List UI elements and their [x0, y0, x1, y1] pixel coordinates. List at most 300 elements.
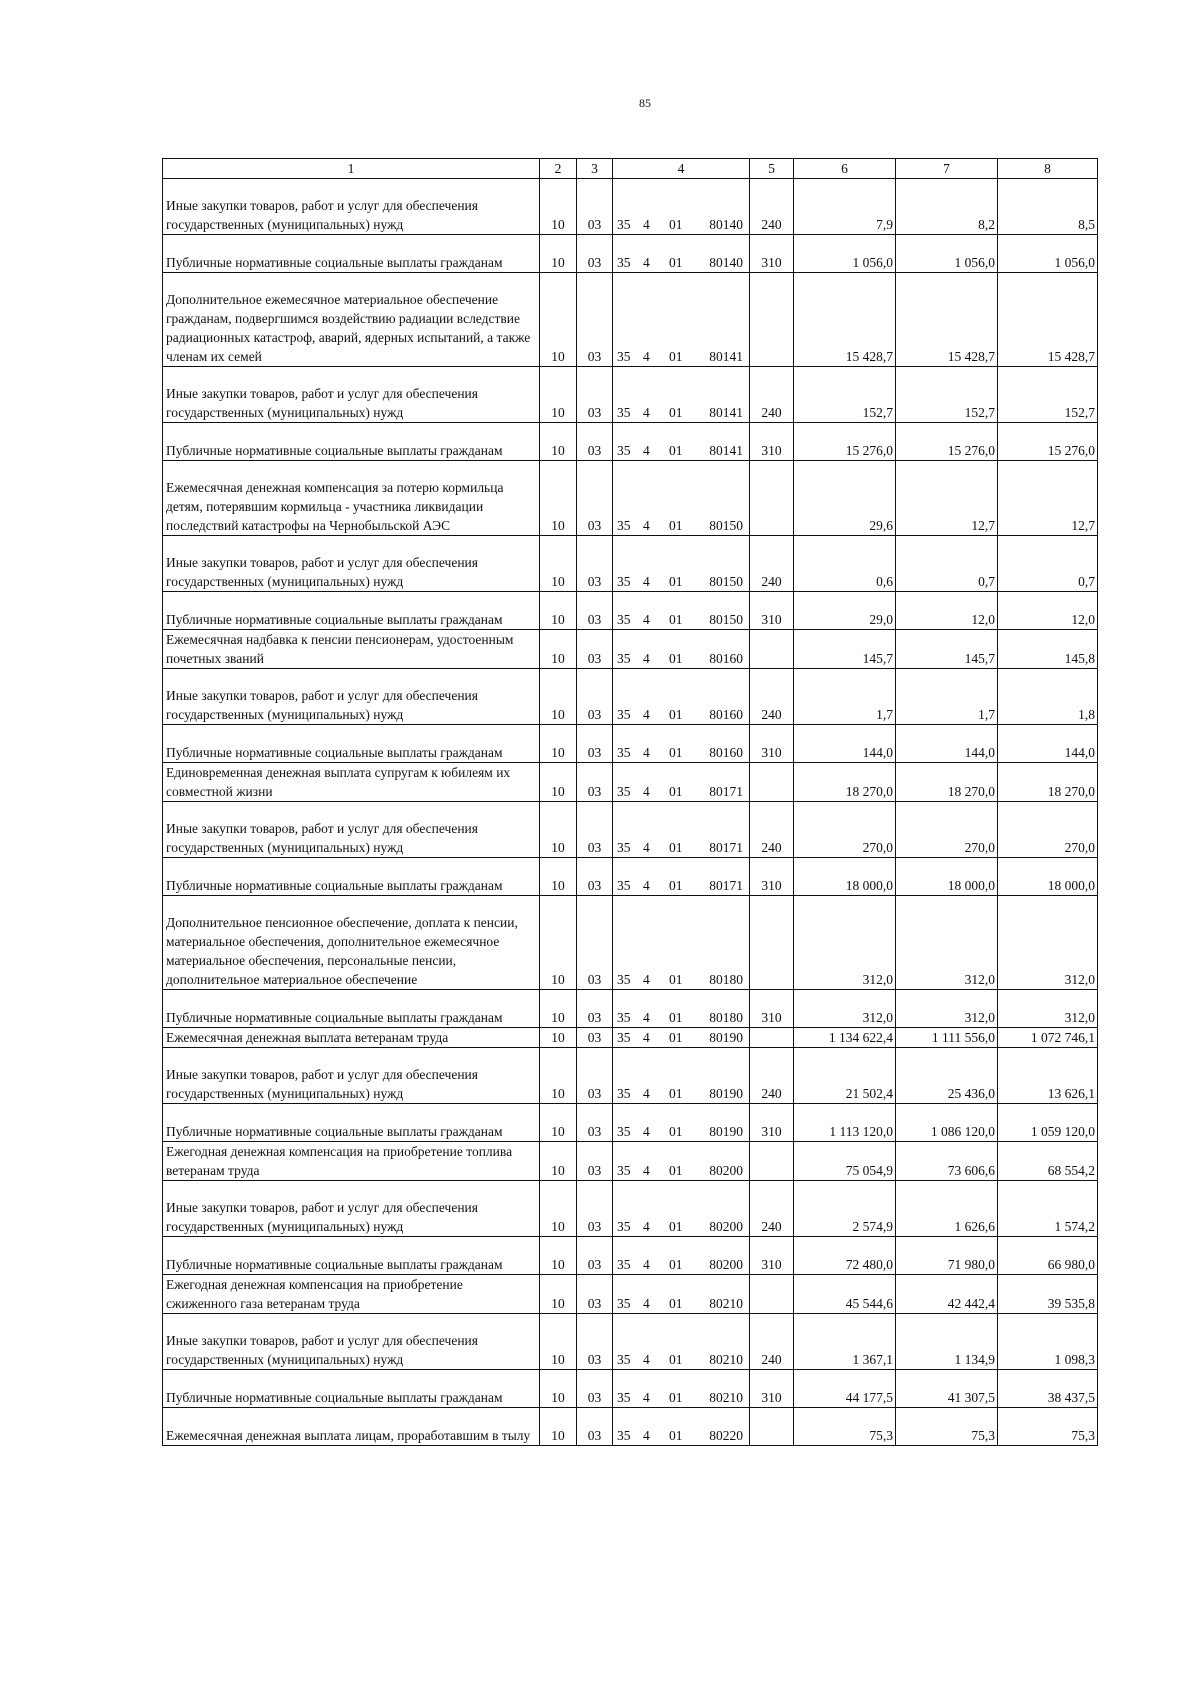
article-code-part: 01 [669, 1352, 683, 1367]
subsection-cell: 03 [577, 1028, 613, 1048]
amount-cell-col7: 1,7 [896, 669, 998, 725]
article-code-part: 35 [617, 518, 631, 533]
amount-cell-col7: 42 442,4 [896, 1275, 998, 1314]
header-cell: 7 [896, 159, 998, 179]
amount-cell-col6: 1 113 120,0 [794, 1104, 896, 1142]
amount-cell-col6: 29,0 [794, 592, 896, 630]
amount-cell-col7: 312,0 [896, 896, 998, 990]
table-row [163, 1104, 1098, 1142]
article-code-part: 01 [669, 651, 683, 666]
subsection-cell: 03 [577, 990, 613, 1028]
subsection-cell: 03 [577, 1104, 613, 1142]
amount-cell-col6: 75,3 [794, 1408, 896, 1446]
amount-cell-col6: 15 276,0 [794, 423, 896, 461]
table-row [163, 179, 1098, 235]
section-cell: 10 [540, 990, 577, 1028]
table-row [163, 630, 1098, 669]
article-code-part: 4 [643, 574, 650, 589]
article-code-part: 35 [617, 1219, 631, 1234]
target-article-cell [613, 1408, 750, 1446]
section-cell: 10 [540, 669, 577, 725]
amount-cell-col6: 72 480,0 [794, 1237, 896, 1275]
amount-cell-col8: 152,7 [998, 367, 1098, 423]
table-row [163, 235, 1098, 273]
amount-cell-col6: 15 428,7 [794, 273, 896, 367]
row-name-cell: Иные закупки товаров, работ и услуг для обеспечения государственных (муниципальных) нужд [163, 1314, 540, 1370]
article-code-part: 01 [669, 574, 683, 589]
article-code-part: 35 [617, 1010, 631, 1025]
row-name-cell: Публичные нормативные социальные выплаты гражданам [163, 592, 540, 630]
subsection-cell: 03 [577, 802, 613, 858]
section-cell: 10 [540, 725, 577, 763]
header-cell: 4 [613, 159, 750, 179]
row-name-cell: Ежемесячная денежная выплата лицам, проработавшим в тылу [163, 1408, 540, 1446]
article-code-part: 01 [669, 707, 683, 722]
amount-cell-col8: 13 626,1 [998, 1048, 1098, 1104]
amount-cell-col7: 18 000,0 [896, 858, 998, 896]
amount-cell-col8: 270,0 [998, 802, 1098, 858]
amount-cell-col7: 12,7 [896, 461, 998, 536]
subsection-cell: 03 [577, 273, 613, 367]
amount-cell-col8: 38 437,5 [998, 1370, 1098, 1408]
article-code-part: 80190 [709, 1030, 743, 1045]
table-row [163, 1028, 1098, 1048]
subsection-cell: 03 [577, 630, 613, 669]
amount-cell-col6: 75 054,9 [794, 1142, 896, 1181]
section-cell: 10 [540, 802, 577, 858]
subsection-cell: 03 [577, 1048, 613, 1104]
row-name-cell: Публичные нормативные социальные выплаты гражданам [163, 1104, 540, 1142]
expense-type-cell: 240 [750, 1048, 794, 1104]
target-article-cell [613, 1275, 750, 1314]
row-name-cell: Иные закупки товаров, работ и услуг для обеспечения государственных (муниципальных) нужд [163, 802, 540, 858]
amount-cell-col6: 18 270,0 [794, 763, 896, 802]
target-article-cell [613, 461, 750, 536]
amount-cell-col8: 1 056,0 [998, 235, 1098, 273]
row-name-cell: Дополнительное ежемесячное материальное обеспечение гражданам, подвергшимся воздействию радиации вследствие радиационных катастроф, аварий, ядерных испытаний, а также членам их семей [163, 273, 540, 367]
amount-cell-col6: 1 367,1 [794, 1314, 896, 1370]
article-code-part: 01 [669, 1296, 683, 1311]
amount-cell-col8: 0,7 [998, 536, 1098, 592]
expense-type-cell: 240 [750, 179, 794, 235]
amount-cell-col8: 1 098,3 [998, 1314, 1098, 1370]
row-name-cell: Иные закупки товаров, работ и услуг для обеспечения государственных (муниципальных) нужд [163, 1181, 540, 1237]
target-article-cell [613, 1370, 750, 1408]
article-code-part: 4 [643, 217, 650, 232]
row-name-cell: Публичные нормативные социальные выплаты гражданам [163, 235, 540, 273]
amount-cell-col7: 1 111 556,0 [896, 1028, 998, 1048]
article-code-part: 80171 [709, 840, 743, 855]
amount-cell-col7: 8,2 [896, 179, 998, 235]
section-cell: 10 [540, 763, 577, 802]
article-code-part: 80160 [709, 707, 743, 722]
subsection-cell: 03 [577, 1408, 613, 1446]
table-row [163, 725, 1098, 763]
article-code-part: 01 [669, 1390, 683, 1405]
amount-cell-col8: 75,3 [998, 1408, 1098, 1446]
article-code-part: 01 [669, 405, 683, 420]
article-code-part: 80160 [709, 745, 743, 760]
amount-cell-col6: 1,7 [794, 669, 896, 725]
article-code-part: 80150 [709, 518, 743, 533]
article-code-part: 01 [669, 1163, 683, 1178]
article-code-part: 80171 [709, 784, 743, 799]
article-code-part: 01 [669, 443, 683, 458]
article-code-part: 4 [643, 1428, 650, 1443]
subsection-cell: 03 [577, 1142, 613, 1181]
amount-cell-col7: 15 428,7 [896, 273, 998, 367]
section-cell: 10 [540, 1237, 577, 1275]
section-cell: 10 [540, 1104, 577, 1142]
subsection-cell: 03 [577, 179, 613, 235]
subsection-cell: 03 [577, 858, 613, 896]
article-code-part: 80150 [709, 574, 743, 589]
amount-cell-col6: 29,6 [794, 461, 896, 536]
amount-cell-col7: 1 134,9 [896, 1314, 998, 1370]
section-cell: 10 [540, 858, 577, 896]
article-code-part: 01 [669, 1010, 683, 1025]
amount-cell-col6: 312,0 [794, 990, 896, 1028]
target-article-cell [613, 367, 750, 423]
article-code-part: 4 [643, 784, 650, 799]
article-code-part: 01 [669, 784, 683, 799]
expense-type-cell: 310 [750, 423, 794, 461]
section-cell: 10 [540, 1314, 577, 1370]
article-code-part: 4 [643, 1086, 650, 1101]
amount-cell-col7: 71 980,0 [896, 1237, 998, 1275]
table-row [163, 423, 1098, 461]
amount-cell-col8: 1 059 120,0 [998, 1104, 1098, 1142]
section-cell: 10 [540, 235, 577, 273]
target-article-cell [613, 1048, 750, 1104]
expense-type-cell: 310 [750, 858, 794, 896]
subsection-cell: 03 [577, 725, 613, 763]
subsection-cell: 03 [577, 235, 613, 273]
expense-type-cell: 310 [750, 592, 794, 630]
article-code-part: 01 [669, 349, 683, 364]
amount-cell-col7: 18 270,0 [896, 763, 998, 802]
header-cell: 5 [750, 159, 794, 179]
amount-cell-col8: 144,0 [998, 725, 1098, 763]
amount-cell-col8: 12,7 [998, 461, 1098, 536]
target-article-cell [613, 592, 750, 630]
amount-cell-col8: 8,5 [998, 179, 1098, 235]
amount-cell-col7: 1 626,6 [896, 1181, 998, 1237]
row-name-cell: Иные закупки товаров, работ и услуг для обеспечения государственных (муниципальных) нужд [163, 669, 540, 725]
section-cell: 10 [540, 1408, 577, 1446]
amount-cell-col8: 39 535,8 [998, 1275, 1098, 1314]
subsection-cell: 03 [577, 1370, 613, 1408]
expense-type-cell: 240 [750, 536, 794, 592]
article-code-part: 01 [669, 878, 683, 893]
amount-cell-col8: 1 072 746,1 [998, 1028, 1098, 1048]
expense-type-cell: 240 [750, 1181, 794, 1237]
article-code-part: 35 [617, 1428, 631, 1443]
subsection-cell: 03 [577, 367, 613, 423]
amount-cell-col7: 144,0 [896, 725, 998, 763]
expense-type-cell: 310 [750, 235, 794, 273]
amount-cell-col8: 68 554,2 [998, 1142, 1098, 1181]
article-code-part: 01 [669, 972, 683, 987]
article-code-part: 01 [669, 518, 683, 533]
expense-type-cell: 310 [750, 1370, 794, 1408]
row-name-cell: Публичные нормативные социальные выплаты гражданам [163, 1370, 540, 1408]
row-name-cell: Ежемесячная денежная компенсация за потерю кормильца детям, потерявшим кормильца - участника ликвидации последствий катастрофы на Чернобыльской АЭС [163, 461, 540, 536]
amount-cell-col6: 45 544,6 [794, 1275, 896, 1314]
article-code-part: 4 [643, 707, 650, 722]
article-code-part: 35 [617, 972, 631, 987]
article-code-part: 4 [643, 1352, 650, 1367]
expense-type-cell [750, 630, 794, 669]
section-cell: 10 [540, 1275, 577, 1314]
amount-cell-col7: 1 056,0 [896, 235, 998, 273]
amount-cell-col7: 152,7 [896, 367, 998, 423]
subsection-cell: 03 [577, 592, 613, 630]
article-code-part: 80200 [709, 1163, 743, 1178]
row-name-cell: Дополнительное пенсионное обеспечение, доплата к пенсии, материальное обеспечения, дополнительное ежемесячное материальное обеспечения, персональные пенсии, дополнительное материальное обеспечение [163, 896, 540, 990]
amount-cell-col6: 270,0 [794, 802, 896, 858]
article-code-part: 35 [617, 651, 631, 666]
amount-cell-col8: 15 276,0 [998, 423, 1098, 461]
expense-type-cell: 310 [750, 990, 794, 1028]
expense-type-cell [750, 1028, 794, 1048]
amount-cell-col8: 66 980,0 [998, 1237, 1098, 1275]
amount-cell-col7: 12,0 [896, 592, 998, 630]
amount-cell-col6: 44 177,5 [794, 1370, 896, 1408]
target-article-cell [613, 763, 750, 802]
table-row [163, 1237, 1098, 1275]
table-row [163, 1275, 1098, 1314]
header-cell: 1 [163, 159, 540, 179]
article-code-part: 35 [617, 1390, 631, 1405]
article-code-part: 80141 [709, 443, 743, 458]
article-code-part: 80220 [709, 1428, 743, 1443]
amount-cell-col7: 15 276,0 [896, 423, 998, 461]
article-code-part: 4 [643, 1296, 650, 1311]
table-row [163, 273, 1098, 367]
row-name-cell: Публичные нормативные социальные выплаты гражданам [163, 858, 540, 896]
article-code-part: 01 [669, 840, 683, 855]
row-name-cell: Публичные нормативные социальные выплаты гражданам [163, 990, 540, 1028]
subsection-cell: 03 [577, 896, 613, 990]
table-row [163, 1370, 1098, 1408]
target-article-cell [613, 802, 750, 858]
amount-cell-col6: 21 502,4 [794, 1048, 896, 1104]
subsection-cell: 03 [577, 669, 613, 725]
amount-cell-col6: 18 000,0 [794, 858, 896, 896]
table-row [163, 802, 1098, 858]
target-article-cell [613, 896, 750, 990]
target-article-cell [613, 423, 750, 461]
header-cell: 2 [540, 159, 577, 179]
table-row [163, 990, 1098, 1028]
article-code-part: 80141 [709, 405, 743, 420]
row-name-cell: Единовременная денежная выплата супругам к юбилеям их совместной жизни [163, 763, 540, 802]
row-name-cell: Публичные нормативные социальные выплаты гражданам [163, 423, 540, 461]
amount-cell-col6: 7,9 [794, 179, 896, 235]
target-article-cell [613, 725, 750, 763]
target-article-cell [613, 273, 750, 367]
subsection-cell: 03 [577, 536, 613, 592]
amount-cell-col7: 25 436,0 [896, 1048, 998, 1104]
article-code-part: 4 [643, 745, 650, 760]
expense-type-cell [750, 1408, 794, 1446]
amount-cell-col6: 312,0 [794, 896, 896, 990]
table-row [163, 461, 1098, 536]
amount-cell-col8: 1,8 [998, 669, 1098, 725]
article-code-part: 4 [643, 349, 650, 364]
article-code-part: 35 [617, 1086, 631, 1101]
article-code-part: 80210 [709, 1390, 743, 1405]
article-code-part: 4 [643, 1219, 650, 1234]
amount-cell-col8: 145,8 [998, 630, 1098, 669]
budget-table [162, 158, 1098, 1446]
article-code-part: 35 [617, 745, 631, 760]
article-code-part: 01 [669, 1030, 683, 1045]
article-code-part: 4 [643, 972, 650, 987]
article-code-part: 4 [643, 518, 650, 533]
amount-cell-col7: 1 086 120,0 [896, 1104, 998, 1142]
header-cell: 3 [577, 159, 613, 179]
section-cell: 10 [540, 592, 577, 630]
page-number: 85 [639, 96, 651, 110]
amount-cell-col6: 152,7 [794, 367, 896, 423]
table-row [163, 763, 1098, 802]
article-code-part: 35 [617, 217, 631, 232]
subsection-cell: 03 [577, 1314, 613, 1370]
amount-cell-col6: 145,7 [794, 630, 896, 669]
target-article-cell [613, 179, 750, 235]
article-code-part: 80150 [709, 612, 743, 627]
amount-cell-col7: 73 606,6 [896, 1142, 998, 1181]
article-code-part: 4 [643, 255, 650, 270]
expense-type-cell: 240 [750, 802, 794, 858]
article-code-part: 80210 [709, 1296, 743, 1311]
row-name-cell: Публичные нормативные социальные выплаты гражданам [163, 725, 540, 763]
amount-cell-col7: 0,7 [896, 536, 998, 592]
section-cell: 10 [540, 1370, 577, 1408]
table-row [163, 669, 1098, 725]
target-article-cell [613, 1181, 750, 1237]
article-code-part: 35 [617, 840, 631, 855]
row-name-cell: Ежегодная денежная компенсация на приобретение сжиженного газа ветеранам труда [163, 1275, 540, 1314]
subsection-cell: 03 [577, 763, 613, 802]
article-code-part: 4 [643, 1010, 650, 1025]
article-code-part: 4 [643, 1030, 650, 1045]
section-cell: 10 [540, 179, 577, 235]
section-cell: 10 [540, 423, 577, 461]
amount-cell-col6: 1 134 622,4 [794, 1028, 896, 1048]
article-code-part: 35 [617, 878, 631, 893]
subsection-cell: 03 [577, 1237, 613, 1275]
article-code-part: 35 [617, 349, 631, 364]
article-code-part: 80140 [709, 255, 743, 270]
article-code-part: 4 [643, 405, 650, 420]
article-code-part: 35 [617, 1352, 631, 1367]
amount-cell-col6: 144,0 [794, 725, 896, 763]
article-code-part: 80171 [709, 878, 743, 893]
subsection-cell: 03 [577, 1275, 613, 1314]
table-row [163, 858, 1098, 896]
article-code-part: 35 [617, 255, 631, 270]
expense-type-cell: 310 [750, 725, 794, 763]
row-name-cell: Публичные нормативные социальные выплаты гражданам [163, 1237, 540, 1275]
table-row [163, 1181, 1098, 1237]
target-article-cell [613, 1104, 750, 1142]
amount-cell-col8: 1 574,2 [998, 1181, 1098, 1237]
expense-type-cell: 310 [750, 1237, 794, 1275]
subsection-cell: 03 [577, 461, 613, 536]
row-name-cell: Иные закупки товаров, работ и услуг для обеспечения государственных (муниципальных) нужд [163, 1048, 540, 1104]
article-code-part: 4 [643, 878, 650, 893]
article-code-part: 01 [669, 1257, 683, 1272]
expense-type-cell [750, 763, 794, 802]
expense-type-cell: 240 [750, 1314, 794, 1370]
amount-cell-col8: 18 270,0 [998, 763, 1098, 802]
table-row [163, 896, 1098, 990]
section-cell: 10 [540, 1181, 577, 1237]
article-code-part: 01 [669, 1428, 683, 1443]
expense-type-cell [750, 461, 794, 536]
amount-cell-col6: 0,6 [794, 536, 896, 592]
article-code-part: 01 [669, 1124, 683, 1139]
table-row [163, 367, 1098, 423]
row-name-cell: Ежегодная денежная компенсация на приобретение топлива ветеранам труда [163, 1142, 540, 1181]
target-article-cell [613, 630, 750, 669]
row-name-cell: Иные закупки товаров, работ и услуг для обеспечения государственных (муниципальных) нужд [163, 367, 540, 423]
expense-type-cell: 310 [750, 1104, 794, 1142]
section-cell: 10 [540, 536, 577, 592]
subsection-cell: 03 [577, 1181, 613, 1237]
article-code-part: 35 [617, 574, 631, 589]
expense-type-cell [750, 1142, 794, 1181]
expense-type-cell [750, 273, 794, 367]
section-cell: 10 [540, 461, 577, 536]
target-article-cell [613, 1237, 750, 1275]
article-code-part: 4 [643, 1390, 650, 1405]
article-code-part: 80200 [709, 1219, 743, 1234]
header-cell: 6 [794, 159, 896, 179]
article-code-part: 4 [643, 1257, 650, 1272]
article-code-part: 4 [643, 443, 650, 458]
article-code-part: 35 [617, 707, 631, 722]
section-cell: 10 [540, 1028, 577, 1048]
target-article-cell [613, 990, 750, 1028]
amount-cell-col7: 270,0 [896, 802, 998, 858]
article-code-part: 01 [669, 217, 683, 232]
target-article-cell [613, 1028, 750, 1048]
amount-cell-col8: 15 428,7 [998, 273, 1098, 367]
article-code-part: 35 [617, 612, 631, 627]
amount-cell-col7: 41 307,5 [896, 1370, 998, 1408]
table-row [163, 536, 1098, 592]
amount-cell-col8: 312,0 [998, 896, 1098, 990]
article-code-part: 01 [669, 1086, 683, 1101]
article-code-part: 80190 [709, 1124, 743, 1139]
amount-cell-col8: 312,0 [998, 990, 1098, 1028]
article-code-part: 80190 [709, 1086, 743, 1101]
section-cell: 10 [540, 896, 577, 990]
amount-cell-col8: 18 000,0 [998, 858, 1098, 896]
article-code-part: 80180 [709, 1010, 743, 1025]
article-code-part: 01 [669, 612, 683, 627]
row-name-cell: Ежемесячная надбавка к пенсии пенсионерам, удостоенным почетных званий [163, 630, 540, 669]
subsection-cell: 03 [577, 423, 613, 461]
article-code-part: 80210 [709, 1352, 743, 1367]
table-row [163, 592, 1098, 630]
header-cell: 8 [998, 159, 1098, 179]
expense-type-cell [750, 896, 794, 990]
